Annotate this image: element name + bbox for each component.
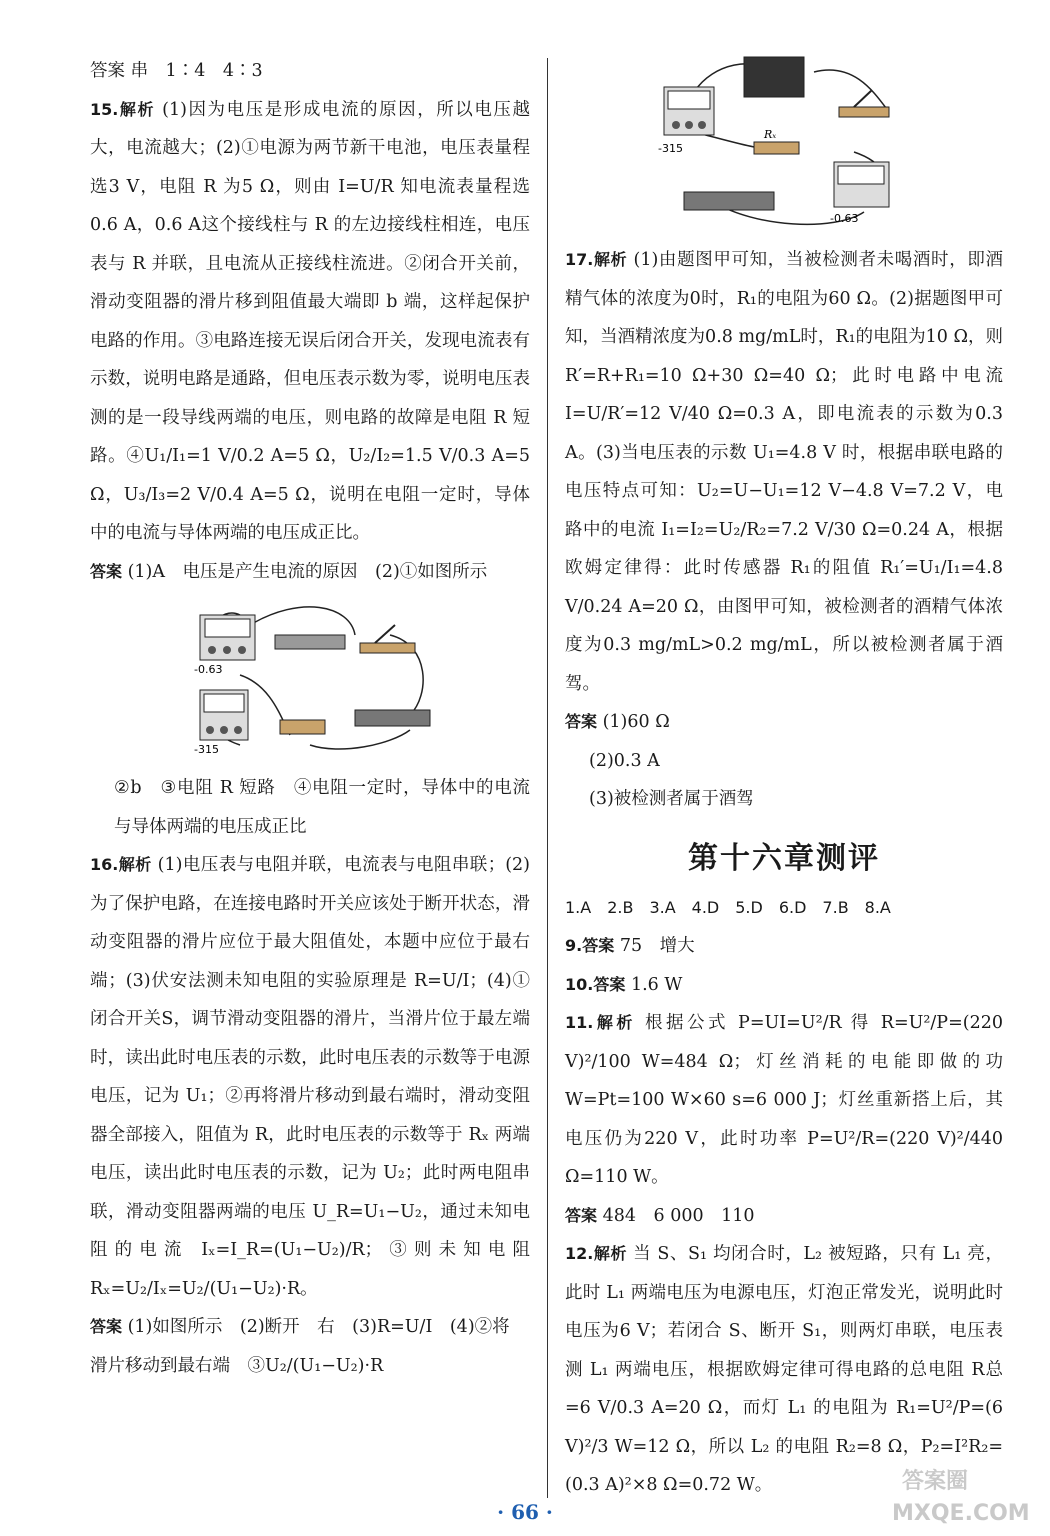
watermark-logo (862, 1456, 1042, 1530)
resistor-label: Rₓ (764, 128, 777, 141)
question-number: 15. (90, 99, 119, 119)
question-16-analysis (90, 846, 530, 1308)
question-15-answer-cont: ②b ③电阻 R 短路 ④电阻一定时，导体中的电流与导体两端的电压成正比 (114, 778, 530, 837)
page-number: · 66 · (497, 1500, 553, 1524)
voltmeter-scale-label: -315 (658, 142, 683, 155)
analysis-text: 根据公式 P=UI=U²/R 得 R=U²/P=(220 V)²/100 W=484 Ω；灯丝消耗的电能即做的功 W=Pt=100 W×60 s=6 000 J；灯丝重新搭上后，其电压仍为220 V，此时功率 P=U²/R=(220 V)²/440 Ω=110 W。 (565, 1013, 1003, 1187)
question-16-answer: 答案 (1)如图所示 (2)断开 右 (3)R=U/I (4)②将 (90, 1317, 510, 1337)
question-15-answer: 答案 (1)A 电压是产生电流的原因 (2)①如图所示 (90, 561, 488, 582)
question-number: 17. (565, 250, 594, 269)
analysis-label: 解析 (118, 99, 156, 119)
answer-14: 答案 串 1∶4 4∶3 (90, 61, 263, 81)
question-number: 16. (90, 855, 119, 874)
svg-text:MXQE.COM: MXQE.COM (892, 1501, 1030, 1526)
analysis-text: (1)电压表与电阻并联，电流表与电阻串联；(2)为了保护电路，在连接电路时开关应该处于断开状态，滑动变阻器的滑片应位于最大阻值处，本题中应位于最右端；(3)伏安法测未知电阻的实验原理是 R=U/I；(4)①闭合开关S，调节滑动变阻器的滑片，当滑片位于最左端时，读出此时电压表的示数，此时电压表的示数等于电源电压，记为 U₁；②再将滑片移动到最右端时，滑动变阻器全部接入，阻值为 R，此时电压表的示数等于 Rₓ 两端电压，读出此时电压表的示数，记为 U₂；此时两电阻串联，滑动变阻器两端的电压 U_R=U₁−U₂，通过未知电阻的电流 Iₓ=I_R=(U₁−U₂)/R；③则未知电阻 Rₓ=U₂/Iₓ=U₂/(U₁−U₂)·R。 (90, 855, 530, 1299)
right-column (565, 52, 1003, 1505)
ammeter-scale-label: -0.63 (830, 212, 859, 225)
question-9: 9.答案 75 增大 (565, 936, 695, 956)
analysis-text: 当 S、S₁ 均闭合时，L₂ 被短路，只有 L₁ 亮，此时 L₁ 两端电压为电源电压，灯泡正常发光，说明此时电压为6 V；若闭合 S、断开 S₁，则两灯串联，电压表测 L₁ 两端电压，根据欧姆定律可得电路的总电阻 R总=6 V/0.3 A=20 Ω，而灯 L₁ 的电阻为 R₁=U²/P=(6 V)²/3 W=12 Ω，所以 L₂ 的电阻 R₂=8 Ω，P₂=I²R₂=(0.3 A)²×8 Ω=0.72 W。 (565, 1244, 1003, 1495)
svg-text:答案圈: 答案圈 (902, 1469, 969, 1494)
circuit-figure-16 (654, 52, 914, 237)
question-15-analysis (90, 91, 530, 553)
question-11-answer: 答案 484 6 000 110 (565, 1205, 755, 1226)
question-17-answer-3: (3)被检测者属于酒驾 (589, 789, 754, 809)
question-17-analysis (565, 241, 1003, 703)
analysis-text: (1)由题图甲可知，当被检测者未喝酒时，即酒精气体的浓度为0时，R₁的电阻为60 Ω。(2)据题图甲可知，当酒精浓度为0.8 mg/mL时，R₁的电阻为10 Ω，则 R′=R+R₁=10 Ω+30 Ω=40 Ω；此时电路中电流 I=U/R′=12 V/40 Ω=0.3 A，即电流表的示数为0.3 A。(3)当电压表的示数 U₁=4.8 V 时，根据串联电路的电压特点可知：U₂=U−U₁=12 V−4.8 V=7.2 V，电路中的电流 I₁=I₂=U₂/R₂=7.2 V/30 Ω=0.24 A，根据欧姆定律得：此时传感器 R₁的阻值 R₁′=U₁/I₁=4.8 V/0.24 A=20 Ω，由图甲可知，被检测者的酒精气体浓度为0.3 mg/mL>0.2 mg/mL，所以被检测者属于酒驾。 (565, 250, 1003, 694)
answer-label: 答案 (90, 1317, 123, 1336)
answer-label: 答案 (90, 561, 123, 581)
question-10: 10.答案 1.6 W (565, 974, 683, 995)
question-11-analysis: 11.解析 根据公式 P=UI=U²/R 得 R=U²/P=(220 V)²/100 W=484 Ω；灯丝消耗的电能即做的功 W=Pt=100 W×60 s=6 000 J；灯丝重新搭上后，其电压仍为220 V，此时功率 P=U²/R=(220 V)²/440 Ω=110 W。 (565, 1013, 1003, 1187)
question-12-analysis: 12.解析 当 S、S₁ 均闭合时，L₂ 被短路，只有 L₁ 亮，此时 L₁ 两端电压为电源电压，灯泡正常发光，说明此时电压为6 V；若闭合 S、断开 S₁，则两灯串联，电压表测 L₁ 两端电压，根据欧姆定律可得电路的总电阻 R总=6 V/0.3 A=20 Ω，而灯 L₁ 的电阻为 R₁=U²/P=(6 V)²/3 W=12 Ω，所以 L₂ 的电阻 R₂=8 Ω，P₂=I²R₂=(0.3 A)²×8 Ω=0.72 W。 (565, 1244, 1003, 1495)
question-16-answer-cont: 滑片移动到最右端 ③U₂/(U₁−U₂)·R (90, 1355, 384, 1376)
circuit-figure-15 (180, 595, 440, 765)
left-column (90, 52, 530, 1385)
mc-answers: 1.A 2.B 3.A 4.D 5.D 6.D 7.B 8.A (565, 897, 891, 917)
voltmeter-scale-label: -315 (194, 743, 219, 756)
analysis-label: 解析 (593, 250, 628, 269)
analysis-label: 解析 (118, 855, 152, 874)
question-17-answer: 答案 (1)60 Ω (565, 712, 670, 732)
answer-label: 答案 (565, 712, 598, 731)
analysis-text: (1)因为电压是形成电流的原因，所以电压越大，电流越大；(2)①电源为两节新干电池，电压表量程选3 V，电阻 R 为5 Ω，则由 I=U/R 知电流表量程选0.6 A，0.6 A这个接线柱与 R 的左边接线柱相连，电压表与 R 并联，且电流从正接线柱流进。②闭合开关前，滑动变阻器的滑片移到阻值最大端即 b 端，这样起保护电路的作用。③电路连接无误后闭合开关，发现电流表有示数，说明电路是通路，但电压表示数为零，说明电压表测的是一段导线两端的电压，则电路的故障是电阻 R 短路。④U₁/I₁=1 V/0.2 A=5 Ω，U₂/I₂=1.5 V/0.3 A=5 Ω，U₃/I₃=2 V/0.4 A=5 Ω，说明在电阻一定时，导体中的电流与导体两端的电压成正比。 (90, 99, 530, 543)
chapter-title: 第十六章测评 (688, 840, 880, 876)
column-divider (547, 58, 548, 1498)
ammeter-scale-label: -0.63 (194, 663, 223, 676)
question-17-answer-2: (2)0.3 A (589, 750, 660, 771)
